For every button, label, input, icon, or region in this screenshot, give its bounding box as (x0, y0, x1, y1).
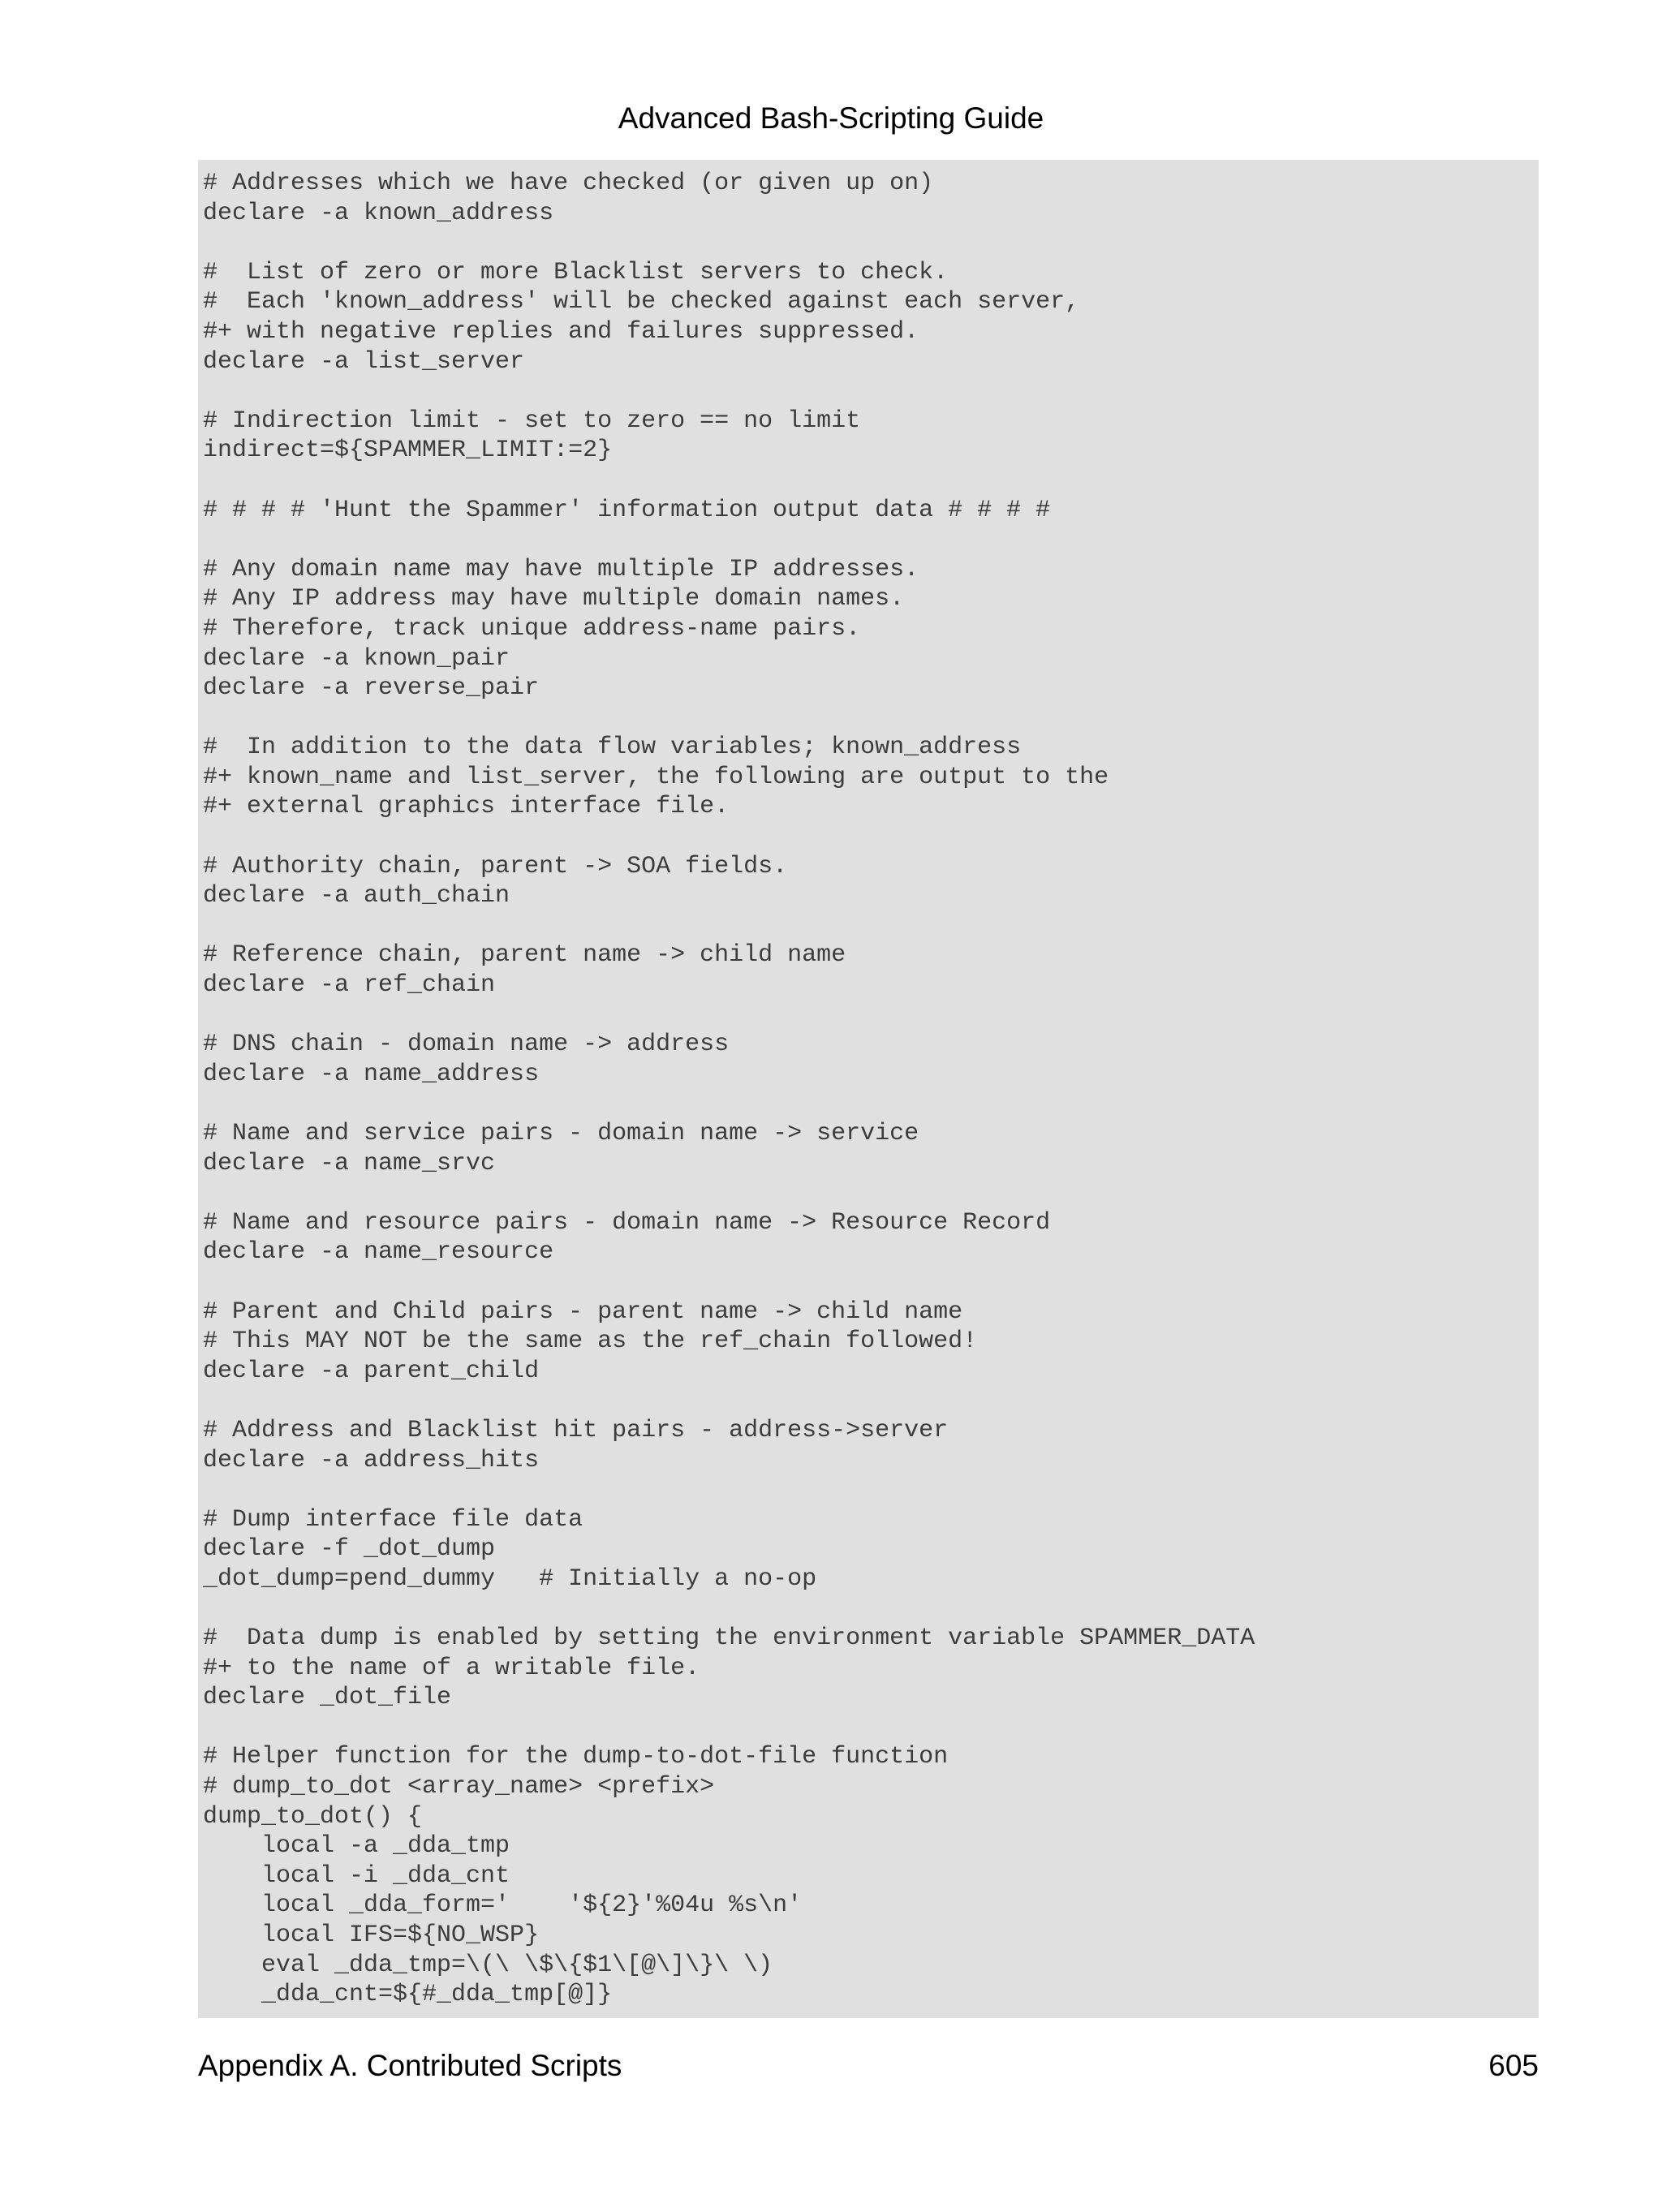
code-line: declare -a known_address (203, 199, 554, 227)
code-line: # List of zero or more Blacklist servers to check. (203, 258, 949, 286)
code-line: # Reference chain, parent name -> child name (203, 941, 846, 970)
code-line: local -a _dda_tmp (203, 1832, 510, 1861)
code-line: declare -a name_address (203, 1060, 540, 1088)
code-line: # In addition to the data flow variables; known_address (203, 734, 1022, 762)
code-line: # dump_to_dot <array_name> <prefix> (203, 1773, 715, 1801)
code-line: declare -a auth_chain (203, 882, 510, 910)
page-header-title: Advanced Bash-Scripting Guide (618, 101, 1044, 135)
code-line: local -i _dda_cnt (203, 1861, 510, 1890)
code-line (203, 1594, 1539, 1625)
code-line: # Name and service pairs - domain name -> service (203, 1120, 919, 1147)
code-line: declare -f _dot_dump (203, 1535, 496, 1564)
code-line: _dda_cnt=${#_dda_tmp[@]} (203, 1981, 613, 2009)
code-line: declare -a reverse_pair (203, 674, 540, 703)
code-line: _dot_dump=pend_dummy # Initially a no-op (203, 1564, 817, 1593)
code-listing (198, 160, 1539, 2018)
code-line (203, 1001, 1539, 1031)
code-line (203, 1713, 1539, 1743)
code-line: # Each 'known_address' will be checked against each server, (203, 288, 1080, 316)
code-line: # DNS chain - domain name -> address (203, 1031, 730, 1059)
code-line: # Data dump is enabled by setting the environment variable SPAMMER_DATA (203, 1625, 1255, 1653)
code-line: # Any IP address may have multiple domain names. (203, 585, 905, 613)
code-line (203, 377, 1539, 407)
code-line: # Name and resource pairs - domain name -> Resource Record (203, 1208, 1051, 1237)
code-line: #+ to the name of a writable file. (203, 1654, 700, 1682)
code-line: declare -a address_hits (203, 1446, 540, 1474)
code-line: declare -a name_srvc (203, 1149, 496, 1177)
code-line: indirect=${SPAMMER_LIMIT:=2} (203, 437, 613, 465)
code-line: declare -a parent_child (203, 1357, 540, 1385)
code-line: local _dda_form=' '${2}'%04u %s\n' (203, 1891, 803, 1920)
code-line: local IFS=${NO_WSP} (203, 1922, 540, 1950)
code-line: eval _dda_tmp=\(\ \$\{$1\[@\]\}\ \) (203, 1951, 773, 1979)
code-line (203, 1475, 1539, 1505)
code-line: # Parent and Child pairs - parent name -> child name (203, 1298, 963, 1326)
code-line: declare -a list_server (203, 347, 525, 376)
code-line: # Any domain name may have multiple IP addresses. (203, 555, 919, 583)
code-line: # Indirection limit - set to zero == no limit (203, 407, 861, 435)
code-line: # Authority chain, parent -> SOA fields. (203, 852, 788, 880)
code-line: #+ with negative replies and failures suppressed. (203, 317, 919, 346)
code-line (203, 704, 1539, 734)
code-line: # Therefore, track unique address-name pairs. (203, 614, 861, 643)
code-line: # Addresses which we have checked (or given up on) (203, 170, 934, 197)
code-line: # Address and Blacklist hit pairs - address->server (203, 1416, 949, 1444)
footer-page-number: 605 (1488, 2049, 1539, 2082)
code-line: dump_to_dot() { (203, 1802, 423, 1831)
code-line: # This MAY NOT be the same as the ref_chain followed! (203, 1328, 978, 1356)
code-line: declare -a ref_chain (203, 971, 496, 1000)
code-line (203, 822, 1539, 852)
code-line: # # # # 'Hunt the Spammer' information output data # # # # (203, 496, 1051, 524)
code-line: declare -a known_pair (203, 644, 510, 673)
code-line: # Dump interface file data (203, 1505, 583, 1534)
code-line: #+ known_name and list_server, the following are output to the (203, 763, 1109, 791)
code-line: #+ external graphics interface file. (203, 793, 730, 821)
code-line (203, 525, 1539, 555)
code-line (203, 1178, 1539, 1208)
code-line (203, 911, 1539, 941)
code-line (203, 1386, 1539, 1416)
footer-section-title: Appendix A. Contributed Scripts (198, 2049, 622, 2082)
code-line: # Helper function for the dump-to-dot-file function (203, 1743, 949, 1771)
code-line: declare _dot_file (203, 1684, 452, 1712)
code-line: declare -a name_resource (203, 1238, 554, 1267)
code-line (203, 1267, 1539, 1298)
code-line (203, 466, 1539, 496)
code-line (203, 228, 1539, 258)
code-line (203, 1089, 1539, 1119)
